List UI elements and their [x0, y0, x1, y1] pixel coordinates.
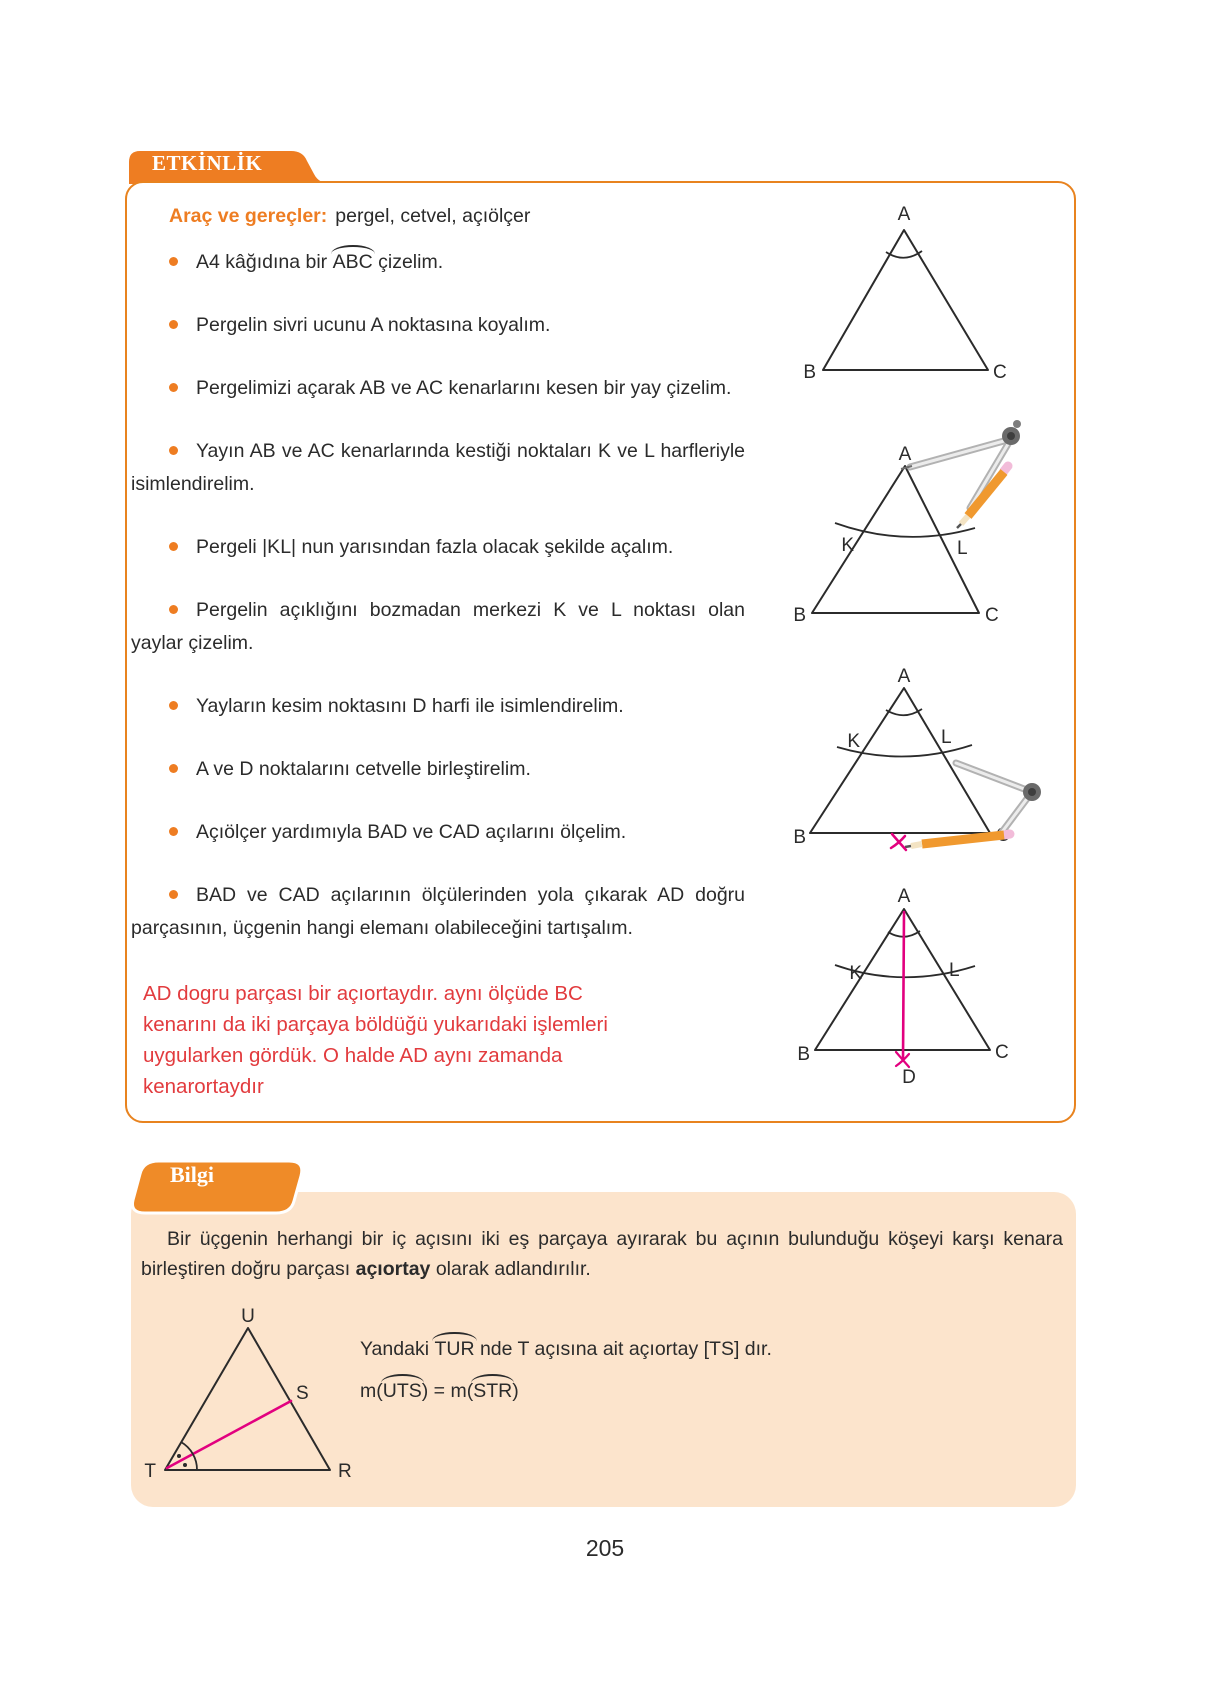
activity-step — [131, 594, 745, 660]
vertex-label: U — [241, 1308, 255, 1327]
activity-text — [131, 200, 745, 945]
example-line1 — [360, 1328, 772, 1370]
activity-step — [131, 246, 745, 279]
vertex-label: B — [793, 827, 806, 848]
step-text: Pergeli |KL| nun yarısından fazla olacak şekilde açalım. — [196, 536, 674, 558]
activity-step — [131, 372, 745, 405]
figure-triangle-compass-arc — [780, 420, 1042, 632]
bullet-icon — [169, 605, 178, 614]
vertex-label: A — [897, 666, 911, 687]
step-text: Pergelin sivri ucunu A noktasına koyalım. — [196, 314, 551, 336]
tools-list: pergel, cetvel, açıölçer — [335, 205, 531, 227]
angle-name: TUR — [434, 1338, 475, 1360]
vertex-label: B — [797, 1044, 810, 1065]
bullet-icon — [169, 383, 178, 392]
info-badge-shape — [129, 1156, 369, 1218]
example-line2 — [360, 1370, 772, 1412]
page-number: 205 — [585, 1535, 625, 1561]
activity-step — [131, 531, 745, 564]
step-text: A4 kâğıdına bir — [196, 251, 333, 273]
vertex-label: B — [803, 362, 816, 383]
angle-name: ABC — [332, 251, 373, 273]
figure-triangle-tur — [140, 1308, 380, 1498]
bullet-icon — [169, 827, 178, 836]
point-label: D — [902, 1067, 916, 1088]
info-paragraph — [141, 1224, 1063, 1284]
activity-step — [131, 816, 745, 849]
activity-step — [131, 690, 745, 723]
step-text: A ve D noktalarını cetvelle birleştirelim. — [196, 758, 531, 780]
step-text: BAD ve CAD açılarının ölçülerinden yola çıkarak AD doğru parçasının, üçgenin hangi elemanı olabileceğini tartışalım. — [131, 884, 745, 939]
figure-triangle-bisector-ad — [780, 860, 1020, 1092]
activity-step — [131, 879, 745, 945]
point-label: K — [841, 535, 854, 556]
point-label: L — [941, 727, 952, 748]
figure-triangle-abc — [780, 198, 1020, 388]
point-label: L — [957, 538, 968, 559]
compass-icon — [898, 420, 1021, 528]
note-line: kenarortaydır — [143, 1075, 264, 1098]
vertex-label: B — [793, 605, 806, 626]
bullet-icon — [169, 701, 178, 710]
pink-cross-mark — [891, 834, 906, 850]
text: Yandaki — [360, 1338, 435, 1360]
activity-step — [131, 309, 745, 342]
info-text: olarak adlandırılır. — [430, 1257, 591, 1280]
point-label: K — [849, 963, 862, 984]
bullet-icon — [169, 257, 178, 266]
vertex-label: A — [898, 444, 912, 465]
text: ) — [512, 1380, 519, 1402]
activity-tab-label: ETKİNLİK — [152, 151, 263, 175]
vertex-label: C — [993, 362, 1007, 383]
info-keyword: açıortay — [355, 1257, 431, 1280]
note-line: uygularken gördük. O halde AD aynı zamanda — [143, 1044, 563, 1067]
figure-triangle-compass-cross — [780, 640, 1060, 860]
step-text: Pergelin açıklığını bozmadan merkezi K ve L noktası olan yaylar çizelim. — [131, 599, 745, 654]
vertex-label: A — [897, 204, 911, 225]
bullet-icon — [169, 542, 178, 551]
bullet-icon — [169, 320, 178, 329]
info-text: Bir üçgenin herhangi bir iç açısını iki eş parçaya ayırarak bu açının bulunduğu köşeyi karşı kenara birleştiren doğru parçası — [141, 1227, 1063, 1280]
step-text: Yayın AB ve AC kenarlarında kestiği noktaları K ve L harfleriyle isimlendirelim. — [131, 440, 745, 495]
activity-step — [131, 753, 745, 786]
point-label: K — [847, 731, 860, 752]
step-text: Açıölçer yardımıyla BAD ve CAD açılarını ölçelim. — [196, 821, 627, 843]
bullet-icon — [169, 890, 178, 899]
point-label: S — [296, 1383, 309, 1404]
note-line: AD dogru parçası bir açıortaydır. aynı ölçüde BC — [143, 982, 583, 1005]
text: ) = m( — [421, 1380, 474, 1402]
note-line: kenarını da iki parçaya böldüğü yukarıdaki işlemleri — [143, 1013, 608, 1036]
vertex-label: A — [897, 886, 911, 907]
handwritten-answer — [143, 978, 643, 1102]
vertex-label: C — [995, 1042, 1009, 1063]
step-text: Yayların kesim noktasını D harfi ile isimlendirelim. — [196, 695, 624, 717]
angle-name: UTS — [382, 1380, 422, 1402]
tools-line — [131, 200, 745, 233]
vertex-label: T — [144, 1461, 156, 1482]
vertex-label: C — [985, 605, 999, 626]
text: nde T açısına ait açıortay [TS] dır. — [474, 1338, 772, 1360]
step-text: Pergelimizi açarak AB ve AC kenarlarını kesen bir yay çizelim. — [196, 377, 732, 399]
vertex-label: R — [338, 1461, 352, 1482]
step-text: çizelim. — [372, 251, 444, 273]
bisector-line — [896, 912, 909, 1067]
point-label: L — [949, 960, 960, 981]
info-badge-label: Bilgi — [170, 1162, 215, 1187]
angle-name: STR — [473, 1380, 513, 1402]
example-text — [360, 1328, 772, 1412]
tools-label: Araç ve gereçler: — [169, 205, 328, 227]
activity-step — [131, 435, 745, 501]
bullet-icon — [169, 446, 178, 455]
text: m( — [360, 1380, 383, 1402]
bullet-icon — [169, 764, 178, 773]
